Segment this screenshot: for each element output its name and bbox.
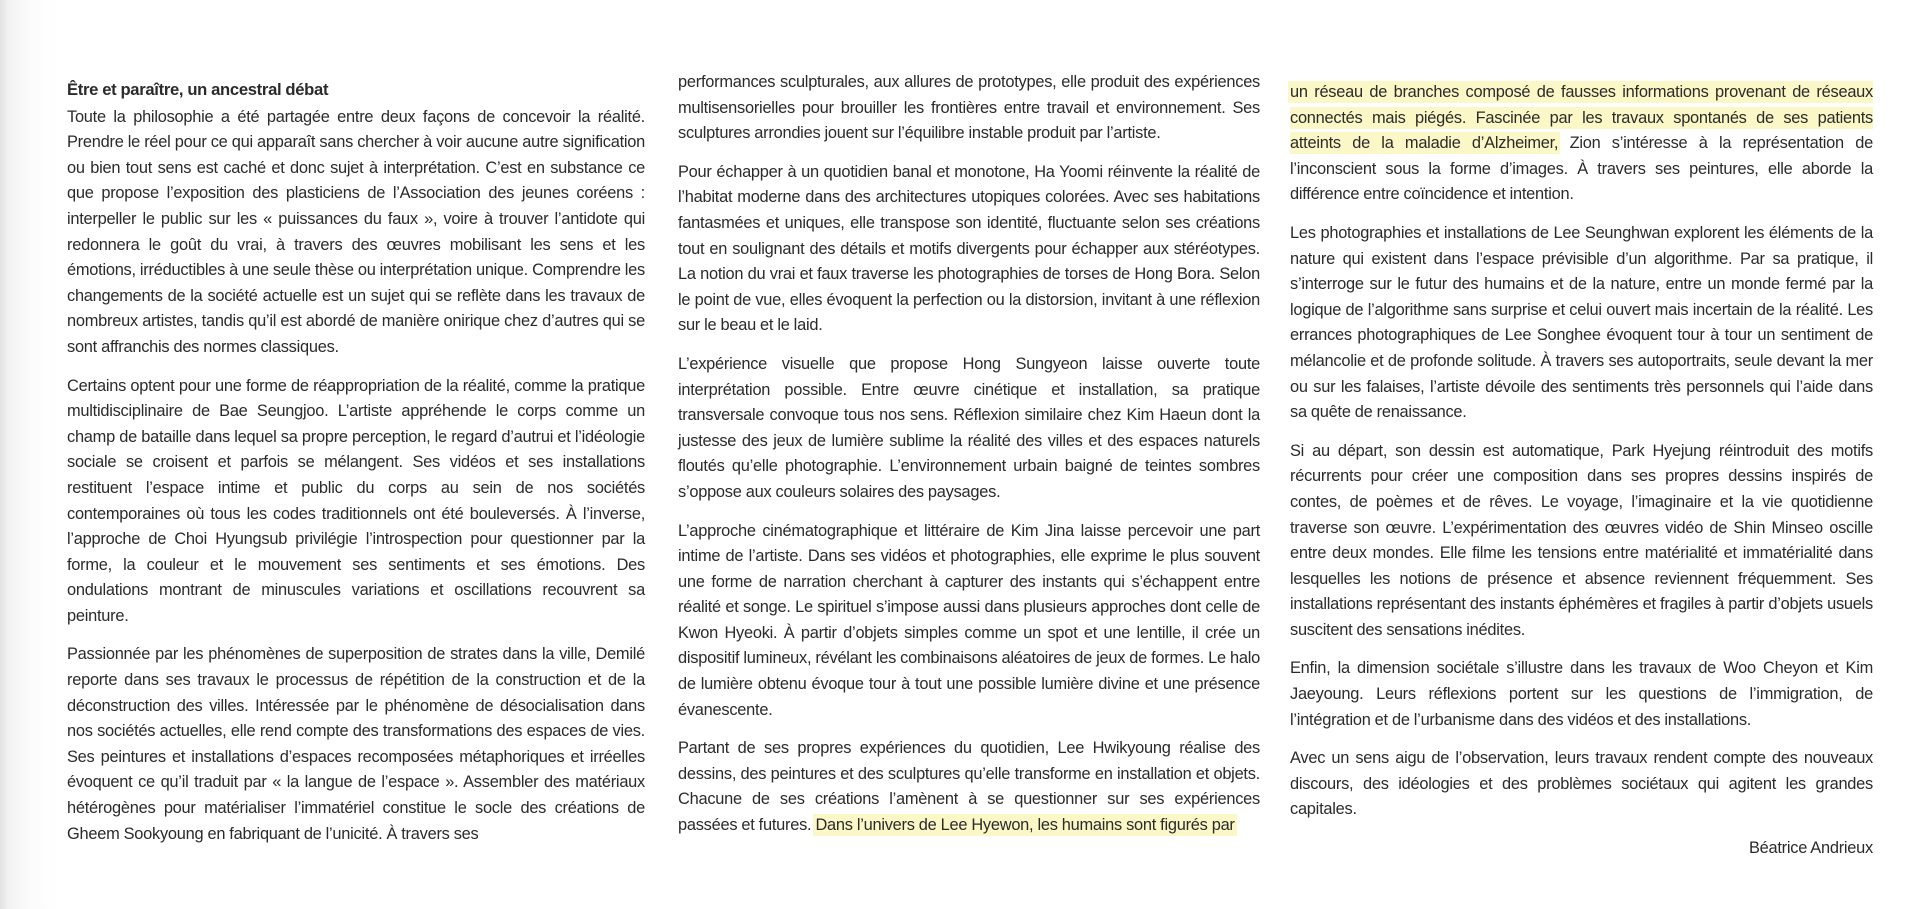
highlighted-text: Dans l’univers de Lee Hyewon, les humains sont figurés par (815, 816, 1235, 835)
column-3 (1290, 80, 1873, 862)
column-1 (67, 77, 645, 860)
paragraph: Toute la philosophie a été partagée entre deux façons de concevoir la réalité. Prendre le réel pour ce qui apparaît sans chercher à voir aucune autre signification ou bien tout sens est caché et donc sujet à interprétation. C’est en substance ce que propose l’exposition des plasticiens de l’Association des jeunes coréens : interpeller le public sur les « puissances du faux », voire à trouver l’antidote qui redonnera le goût du vrai, à travers des œuvres mobilisant les sens et les émotions, irréductibles à une seule thèse ou interprétation unique. Comprendre les changements de la société actuelle est un sujet qui se reflète dans les travaux de nombreux artistes, tandis qu’il est abordé de manière onirique chez d’autres qui se sont affranchis des normes classiques. (67, 107, 645, 356)
paragraph: Passionnée par les phénomènes de superposition de strates dans la ville, Demilé reporte dans ses travaux le processus de répétition de la construction et de la déconstruction des villes. Intéressée par le phénomène de désocialisation dans nos sociétés actuelles, elle rend compte des transformations des espaces de vies. Ses peintures et installations d’espaces recomposées métaphoriques et irréelles évoquent ce qu’il traduit par « la langue de l’espace ». Assembler des matériaux hétérogènes pour matérialiser l’immatériel constitue le socle des créations de Gheem Sookyoung en fabriquant de l’unicité. À travers ses (67, 645, 645, 843)
author-signature: Béatrice Andrieux (1748, 839, 1873, 858)
paragraph: Pour échapper à un quotidien banal et monotone, Ha Yoomi réinvente la réalité de l’habitat moderne dans des architectures utopiques colorées. Avec ses habitations fantasmées et uniques, elle transpose son identité, fluctuante selon ses créations tout en soulignant des détails et motifs divergents pour échapper aux stéréotypes. La notion du vrai et faux traverse les photographies de torses de Hong Bora. Selon le point de vue, elles évoquent la perfection ou la distorsion, invitant à une réflexion sur le beau et le laid. (678, 162, 1260, 335)
paragraph: Avec un sens aigu de l’observation, leurs travaux rendent compte des nouveaux discours, des idéologies et des problèmes sociétaux qui agitent les grandes capitales. (1290, 749, 1873, 819)
paragraph-text: Zion s’intéresse à la représentation de l’inconscient sous la forme d’images. À travers ses peintures, elle aborde la différence entre coïncidence et intention. (1290, 134, 1873, 204)
paragraph: L’expérience visuelle que propose Hong Sungyeon laisse ouverte toute interprétation possible. Entre œuvre cinétique et installation, sa pratique transversale convoque tous nos sens. Réflexion similaire chez Kim Haeun dont la justesse des jeux de lumière sublime la réalité des villes et des espaces naturels floutés qu’elle photographie. L’environnement urbain baigné de teintes sombres s’oppose aux couleurs solaires des paysages. (678, 354, 1260, 501)
paragraph: performances sculpturales, aux allures de prototypes, elle produit des expériences multisensorielles pour brouiller les frontières entre travail et environnement. Ses sculptures arrondies jouent sur l’équilibre instable produit par l’artiste. (678, 73, 1260, 143)
paragraph: Les photographies et installations de Lee Seunghwan explorent les éléments de la nature qui existent dans l’espace prévisible d’un algorithme. Par sa pratique, il s’interroge sur le futur des humains et de la nature, entre un monde fermé par la logique de l’algorithme sans surprise et celui ouvert mais incertain de la réalité. Les errances photographiques de Lee Songhee évoquent tour à tour un sentiment de mélancolie et de profonde solitude. À travers ses autoportraits, seule devant la mer ou sur les falaises, l’artiste dévoile des sentiments très personnels qui l’aide dans sa quête de renaissance. (1290, 223, 1873, 422)
paragraph (678, 736, 1260, 838)
column-2 (678, 70, 1260, 852)
paragraph-text: Partant de ses propres expériences du quotidien, Lee Hwikyoung réalise des dessins, des peintures et des sculptures qu’elle transforme en installation et objets. Chacune de ses créations l’amènent à se questionner sur ses expériences passées et futures. (678, 739, 1260, 835)
highlighted-text: un réseau de branches composé de fausses informations provenant de réseaux connectés mais piégés. Fascinée par les travaux spontanés de ses patients atteints de la maladie d’Alzheimer, (1290, 83, 1873, 153)
article-heading: Être et paraître, un ancestral débat (67, 80, 329, 99)
paragraph: Certains optent pour une forme de réappropriation de la réalité, comme la pratique multidisciplinaire de Bae Seungjoo. L’artiste appréhende le corps comme un champ de bataille dans lequel sa propre perception, le regard d’autrui et l’idéologie sociale se croisent et parfois se mélangent. Ses vidéos et ses installations restituent l’espace intime et public du corps au sein de nos sociétés contemporaines où tous les codes traditionnels ont été bouleversés. À l’inverse, l’approche de Choi Hyungsub privilégie l’introspection pour questionner par la forme, la couleur et le mouvement ses sentiments et ses émotions. Des ondulations montrant de minuscules variations et oscillations recouvrent sa peinture. (67, 376, 645, 625)
paragraph: Si au départ, son dessin est automatique, Park Hyejung réintroduit des motifs récurrents pour créer une composition dans ses propres dessins inspirés de contes, de poèmes et de rêves. Le voyage, l’imaginaire et la vie quotidienne traverse son œuvre. L’expérimentation des œuvres vidéo de Shin Minseo oscille entre deux mondes. Elle filme les tensions entre matérialité et immatérialité dans lesquelles les notions de présence et absence reviennent fréquemment. Ses installations représentant des instants éphémères et fragiles à partir d’objets usuels suscitent des sensations inédites. (1290, 441, 1873, 639)
paragraph: L’approche cinématographique et littéraire de Kim Jina laisse percevoir une part intime de l’artiste. Dans ses vidéos et photographies, elle exprime le plus souvent une forme de narration cherchant à capturer des instants qui s’échappent entre réalité et songe. Le spirituel s’impose aussi dans plusieurs approches dont celle de Kwon Hyeoki. À partir d’objets simples comme un spot et une lentille, il crée un dispositif lumineux, révélant les combinaisons aléatoires de jeux de formes. Le halo de lumière obtenu évoque tour à tout une possible lumière divine et une présence évanescente. (678, 521, 1260, 719)
paragraph (1290, 80, 1873, 208)
paragraph: Enfin, la dimension sociétale s’illustre dans les travaux de Woo Cheyon et Kim Jaeyoung. Leurs réflexions portent sur les questions de l’immigration, de l’intégration et de l’urbanisme dans des vidéos et des installations. (1290, 659, 1873, 729)
